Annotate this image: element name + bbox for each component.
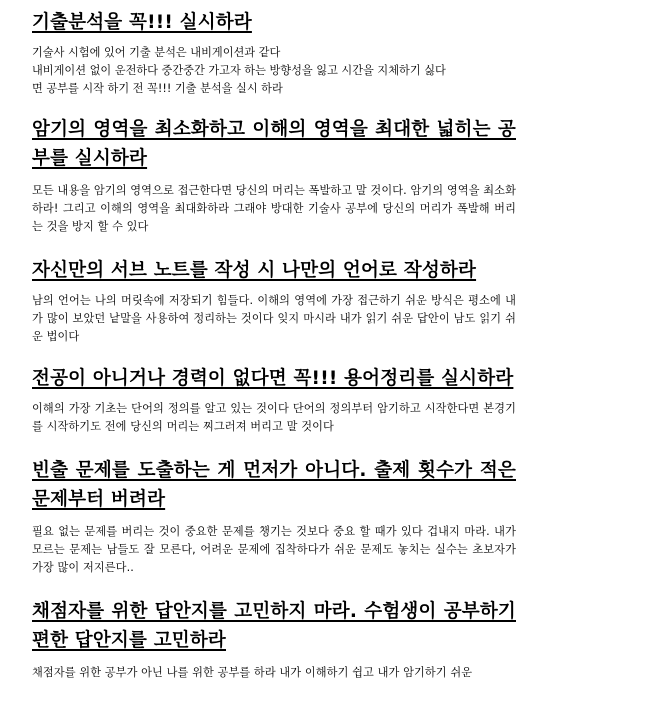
section-5 [32, 456, 516, 576]
section-heading: 빈출 문제를 도출하는 게 먼저가 아니다. 출제 횟수가 적은 문제부터 버려라 [32, 460, 516, 510]
section-body: 이해의 가장 기초는 단어의 정의를 알고 있는 것이다 단어의 정의부터 암기하고 시작한다면 본경기를 시작하기도 전에 당신의 머리는 찌그러져 버리고 말 것이다 [32, 402, 516, 433]
section-heading: 자신만의 서브 노트를 작성 시 나만의 언어로 작성하라 [32, 260, 477, 281]
section-body: 필요 없는 문제를 버리는 것이 중요한 문제를 챙기는 것보다 중요 할 때가 있다 겁내지 마라. 내가 모르는 문제는 남들도 잘 모른다, 어려운 문제에 집착하다가 쉬운 문제도 놓치는 실수는 초보자가 가장 많이 저지른다.. [32, 525, 516, 574]
section-body: 남의 언어는 나의 머릿속에 저장되기 힘들다. 이해의 영역에 가장 접근하기 쉬운 방식은 평소에 내가 많이 보았던 낱말을 사용하여 정리하는 것이다 잊지 마시라 내가 읽기 쉬운 답안이 남도 읽기 쉬운 법이다 [32, 294, 516, 343]
section-body: 모든 내용을 암기의 영역으로 접근한다면 당신의 머리는 폭발하고 말 것이다. 암기의 영역을 최소화하라! 그리고 이해의 영역을 최대화하라 그래야 방대한 기술사 공부에 당신의 머리가 폭발해 버리는 것을 방지 할 수 있다 [32, 184, 516, 233]
section-6 [32, 597, 516, 682]
section-4 [32, 364, 516, 436]
section-heading: 암기의 영역을 최소화하고 이해의 영역을 최대한 넓히는 공부를 실시하라 [32, 119, 516, 169]
section-body: 채점자를 위한 공부가 아닌 나를 위한 공부를 하라 내가 이해하기 쉽고 내가 암기하기 쉬운 [32, 666, 473, 679]
body-line: 면 공부를 시작 하기 전 꼭!!! 기출 분석을 실시 하라 [32, 81, 283, 95]
body-line: 내비게이션 없이 운전하다 중간중간 가고자 하는 방향성을 잃고 시간을 지체하기 싫다 [32, 63, 446, 77]
section-1 [32, 8, 516, 97]
section-2 [32, 115, 516, 235]
section-3 [32, 256, 516, 345]
body-line: 기술사 시험에 있어 기출 분석은 내비게이션과 같다 [32, 46, 281, 59]
section-heading: 채점자를 위한 답안지를 고민하지 마라. 수험생이 공부하기 편한 답안지를 고민하라 [32, 601, 516, 651]
section-heading: 전공이 아니거나 경력이 없다면 꼭!!! 용어정리를 실시하라 [32, 368, 514, 389]
section-body [32, 44, 516, 97]
section-heading: 기출분석을 꼭!!! 실시하라 [32, 12, 252, 33]
